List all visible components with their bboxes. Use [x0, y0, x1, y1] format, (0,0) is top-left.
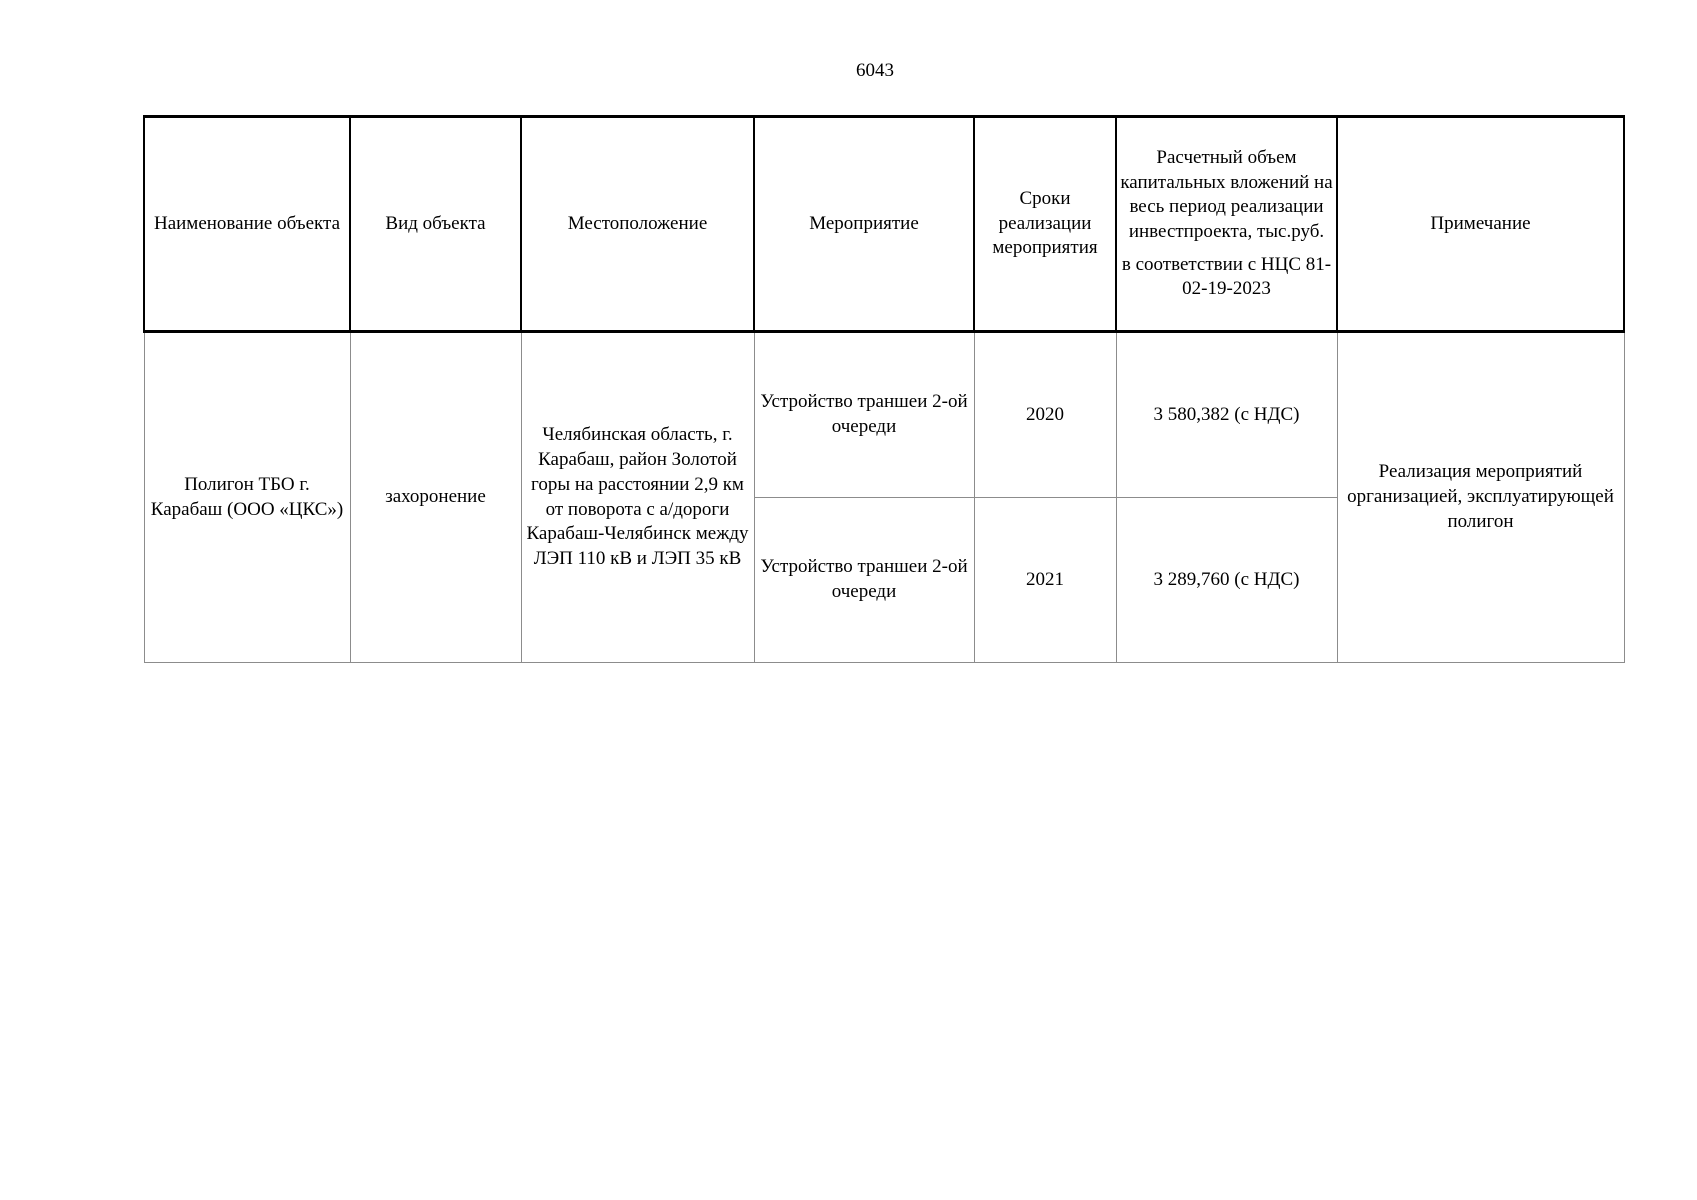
page-number: 6043 — [856, 60, 894, 81]
header-location: Местоположение — [521, 117, 754, 332]
cell-object-name: Полигон ТБО г. Карабаш (ООО «ЦКС») — [144, 332, 350, 663]
cell-activity: Устройство траншеи 2-ой очереди — [754, 498, 974, 663]
cell-period: 2020 — [974, 332, 1116, 498]
cell-location: Челябинская область, г. Карабаш, район Золотой горы на расстоянии 2,9 км от поворота с а/дороги Карабаш-Челябинск между ЛЭП 110 кВ и ЛЭП 35 кВ — [521, 332, 754, 663]
header-object-type: Вид объекта — [350, 117, 521, 332]
header-row — [144, 117, 1624, 332]
table-header — [144, 117, 1624, 332]
header-period: Сроки реализации мероприятия — [974, 117, 1116, 332]
header-activity: Мероприятие — [754, 117, 974, 332]
cell-note: Реализация мероприятий организацией, эксплуатирующей полигон — [1337, 332, 1624, 663]
header-investment-volume-note: в соответствии с НЦС 81-02-19-2023 — [1121, 253, 1332, 300]
cell-period: 2021 — [974, 498, 1116, 663]
cell-investment-volume: 3 580,382 (с НДС) — [1116, 332, 1337, 498]
cell-investment-volume: 3 289,760 (с НДС) — [1116, 498, 1337, 663]
header-investment-volume — [1116, 117, 1337, 332]
investment-table — [143, 115, 1625, 663]
cell-activity: Устройство траншеи 2-ой очереди — [754, 332, 974, 498]
header-investment-volume-main: Расчетный объем капитальных вложений на весь период реализации инвестпроекта, тыс.руб. — [1120, 146, 1333, 242]
cell-object-type: захоронение — [350, 332, 521, 663]
table-body — [144, 332, 1624, 663]
header-note: Примечание — [1337, 117, 1624, 332]
header-object-name: Наименование объекта — [144, 117, 350, 332]
table-row — [144, 332, 1624, 498]
